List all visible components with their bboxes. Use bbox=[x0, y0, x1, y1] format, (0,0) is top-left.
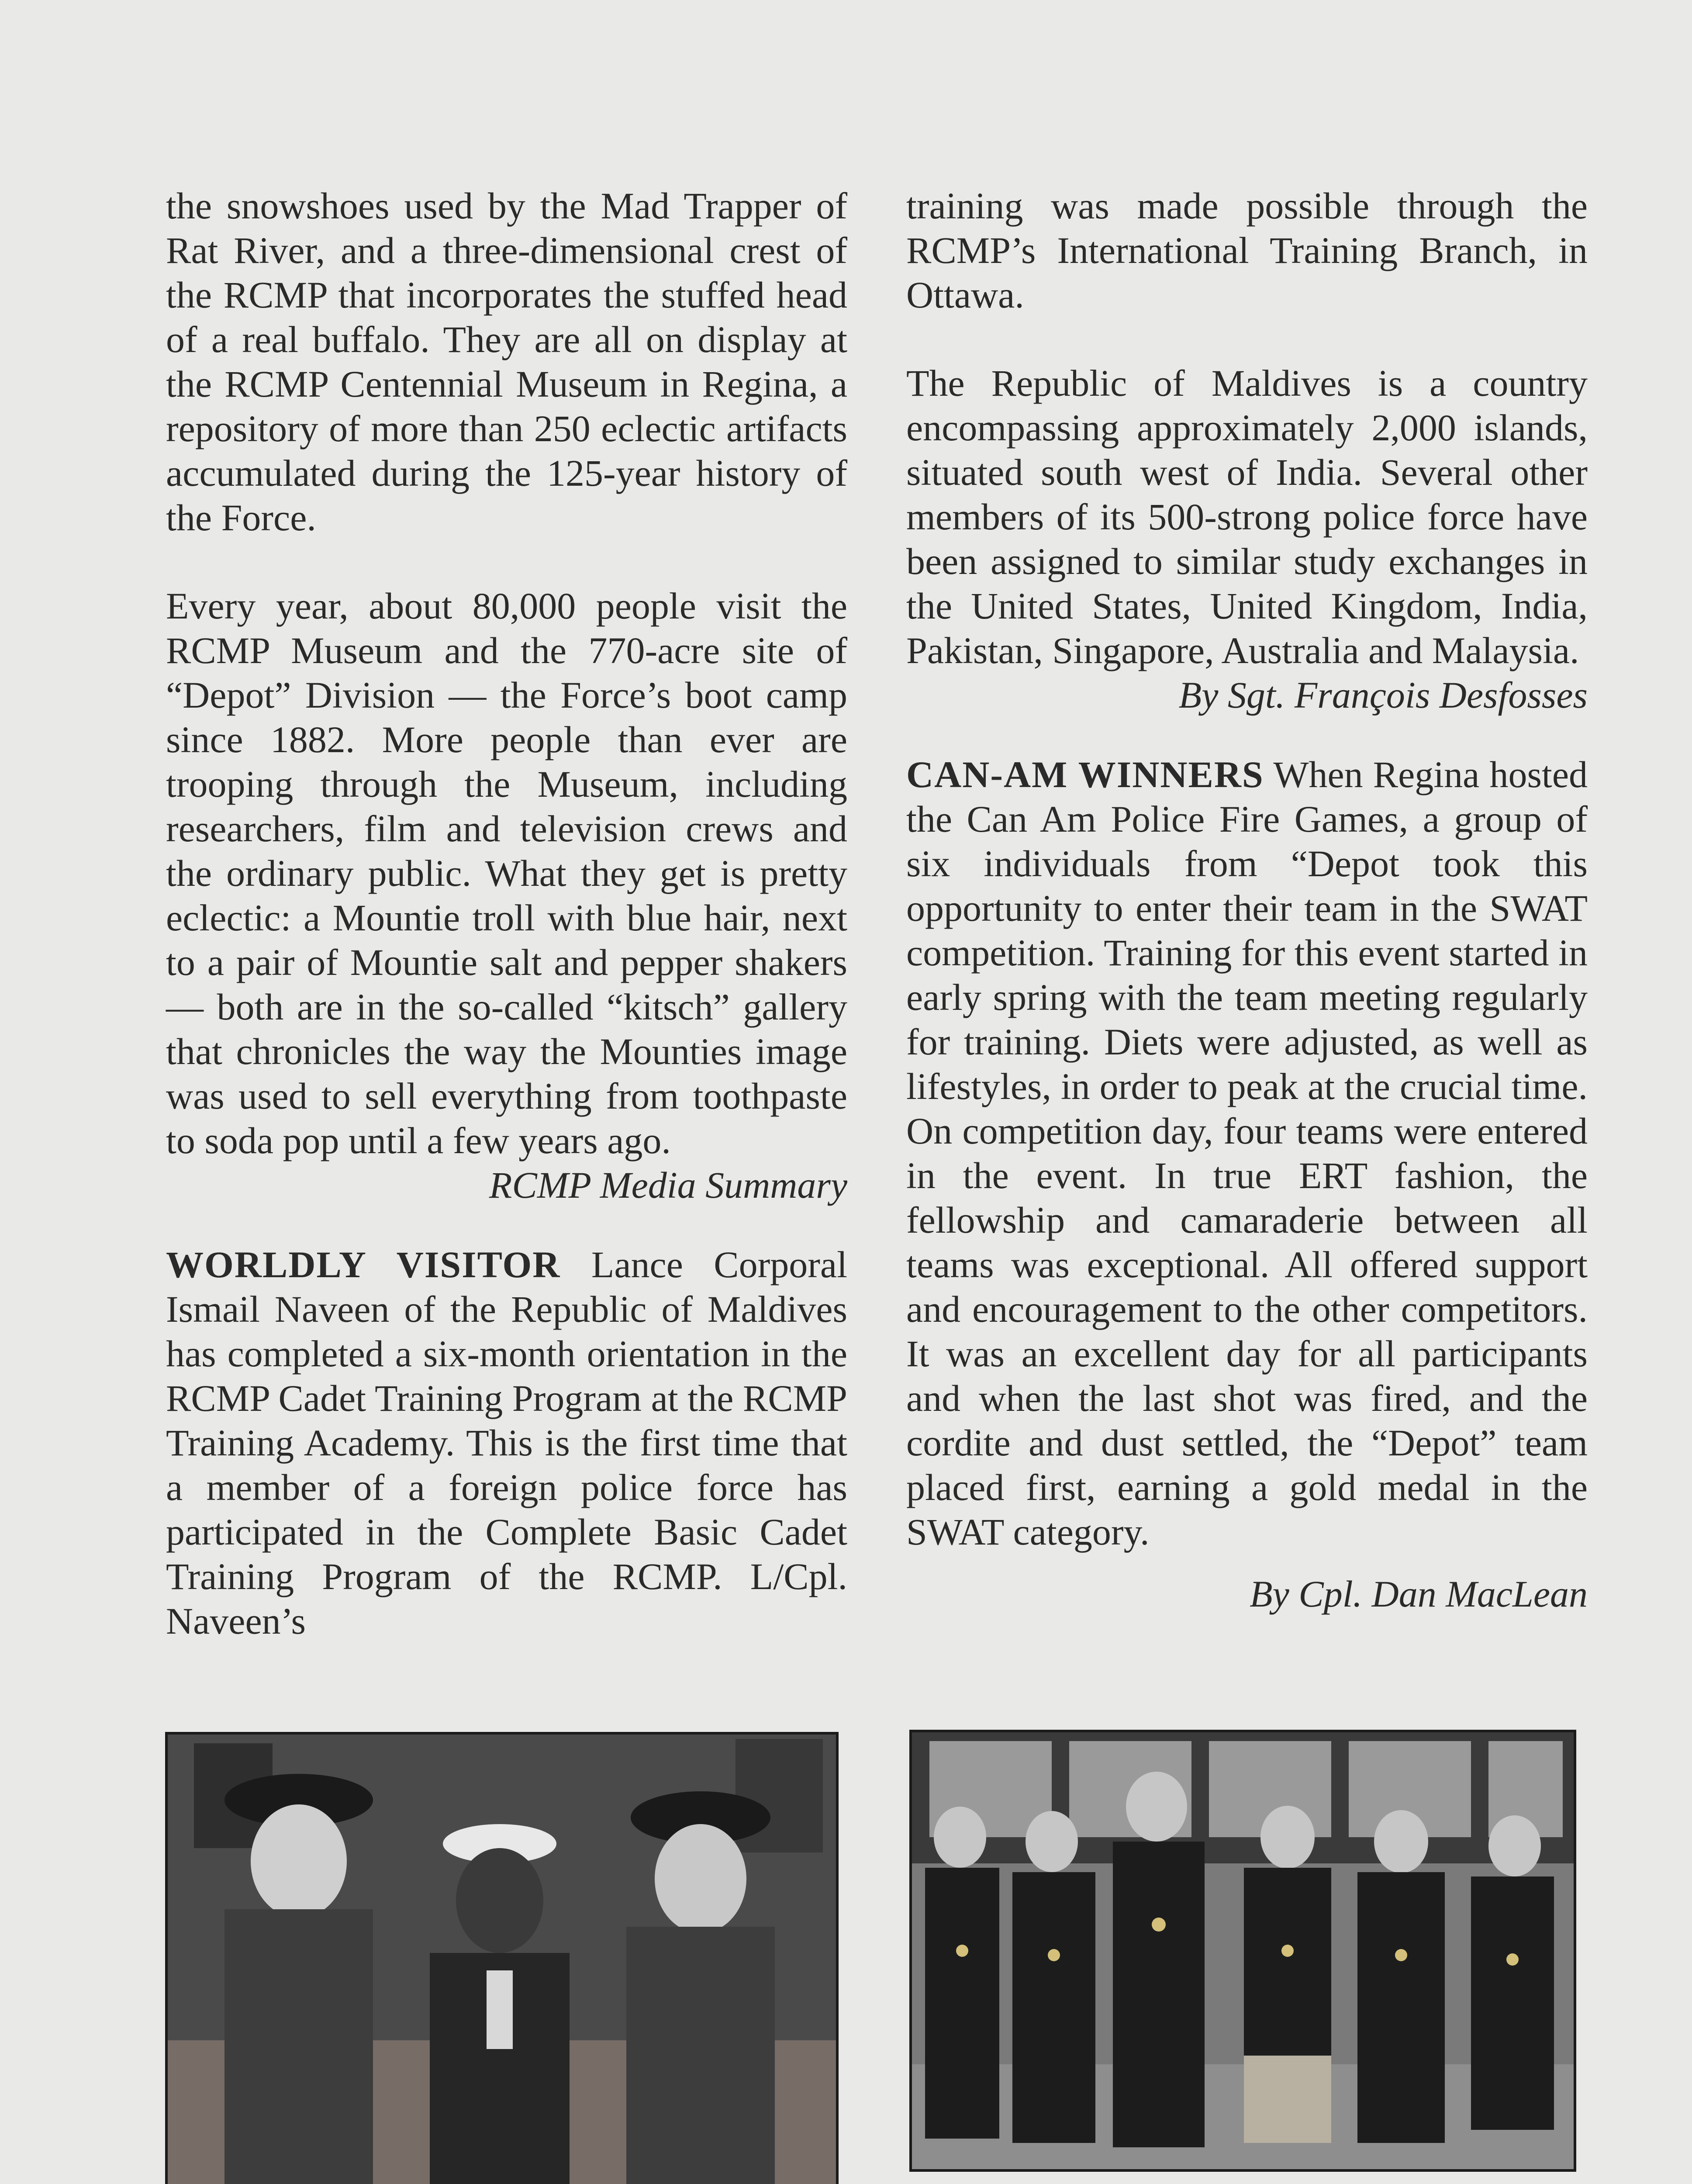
left-column bbox=[166, 183, 847, 1687]
paragraph: Every year, about 80,000 people visit the RCMP Museum and the 770-acre site of “Depot” Division — the Force’s boot camp since 1882. More people than ever are trooping through the Museum, including researchers, film and television crews and the ordinary public. What they get is pretty eclectic: a Mountie troll with blue hair, next to a pair of Mountie salt and pepper shakers — both are in the so-called “kitsch” gallery that chronicles the way the Mounties image was used to sell everything from toothpaste to soda pop until a few years ago. bbox=[166, 585, 847, 1161]
photo-swat-team bbox=[909, 1730, 1576, 2172]
article-text: Lance Corporal Ismail Naveen of the Republic of Maldives has completed a six-month orientation in the RCMP Cadet Training Program at the RCMP Training Academy. This is the first time that a member of a foreign police force has participated in the Complete Basic Cadet Training Program of the RCMP. L/Cpl. Naveen’s bbox=[166, 1244, 847, 1642]
byline: RCMP Media Summary bbox=[489, 1164, 847, 1206]
byline: By Cpl. Dan MacLean bbox=[1250, 1573, 1588, 1615]
photo-officers bbox=[165, 1732, 839, 2184]
paragraph: The Republic of Maldives is a country encompassing approximately 2,000 islands, situated south west of India. Several other members of its 500-strong police force have been assigned to similar study exchanges in the United States, United Kingdom, India, Pakistan, Singapore, Australia and Malaysia. bbox=[906, 362, 1588, 671]
section-heading: WORLDLY VISITOR bbox=[166, 1244, 561, 1286]
article-worldly-visitor bbox=[166, 1242, 847, 1643]
article-can-am-winners bbox=[906, 752, 1588, 1554]
article-text: When Regina hosted the Can Am Police Fire Games, a group of six individuals from “Depot took this opportunity to enter their team in the SWAT competition. Training for this event started in early spring with the team meeting regularly for training. Diets were adjusted, as well as lifestyles, in order to peak at the crucial time. On competition day, four teams were entered in the event. In true ERT fashion, the fellowship and camaraderie between all teams was exceptional. All offered support and encouragement to the other competitors. It was an excellent day for all participants and when the last shot was fired, and the cordite and dust settled, the “Depot” team placed first, earning a gold medal in the SWAT category. bbox=[906, 753, 1588, 1553]
section-heading: CAN-AM WINNERS bbox=[906, 753, 1264, 795]
byline: By Sgt. François Desfosses bbox=[1178, 674, 1588, 716]
paragraph: training was made possible through the RCMP’s International Training Branch, in Ottawa. bbox=[906, 185, 1588, 316]
paragraph: the snowshoes used by the Mad Trapper of Rat River, and a three-dimensional crest of the RCMP that incorporates the stuffed head of a real buffalo. They are all on display at the RCMP Centennial Museum in Regina, a repository of more than 250 eclectic artifacts accumulated during the 125-year history of the Force. bbox=[166, 185, 847, 539]
right-column bbox=[906, 183, 1588, 1651]
